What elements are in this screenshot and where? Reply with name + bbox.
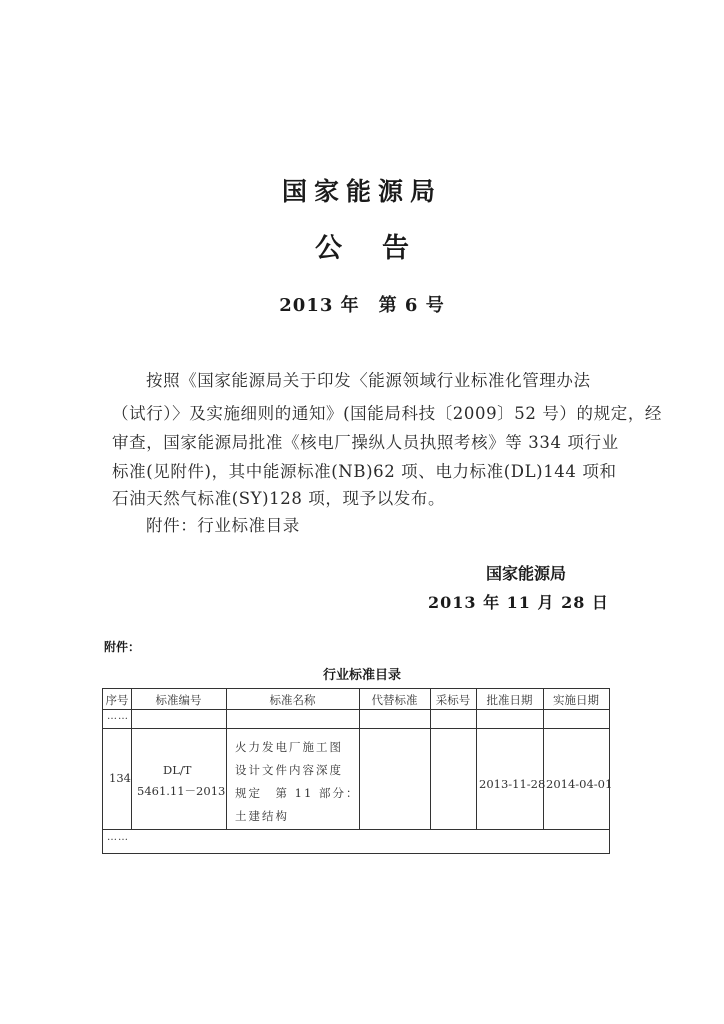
body-line: 审查，国家能源局批准《核电厂操纵人员执照考核》等 334 项行业 (112, 433, 619, 452)
issuer-title: 国家能源局 (281, 177, 442, 206)
cell-name-line: 设计文件内容深度 (235, 763, 343, 777)
cell-code-line1: DL/T (163, 763, 192, 777)
cell-name-line: 规定 第 11 部分： (235, 786, 360, 800)
column-header-approval-date: 批准日期 (486, 693, 533, 707)
cell-name-line: 火力发电厂施工图 (235, 740, 343, 754)
signature-date: 2013 年 11 月 28 日 (428, 593, 609, 612)
document-type-title: 公告 (315, 233, 449, 264)
attachment-note: 附件：行业标准目录 (146, 516, 300, 535)
column-divider (430, 689, 431, 829)
body-line: 按照《国家能源局关于印发〈能源领域行业标准化管理办法 (146, 371, 591, 390)
announcement-number: 2013 年 第 6 号 (279, 295, 445, 316)
column-divider (359, 689, 360, 829)
column-header-code: 标准编号 (155, 693, 202, 707)
column-header-seq: 序号 (105, 693, 129, 707)
standards-table (102, 688, 613, 854)
column-header-replaces: 代替标准 (371, 693, 418, 707)
body-line: 标准(见附件)，其中能源标准(NB)62 项、电力标准(DL)144 项和 (112, 462, 617, 481)
column-header-adopted: 采标号 (435, 693, 471, 707)
header-divider (103, 709, 609, 710)
body-line: 石油天然气标准(SY)128 项，现予以发布。 (112, 489, 446, 508)
column-divider (476, 689, 477, 829)
cell-approval-date: 2013-11-28 (479, 777, 546, 791)
column-divider (543, 689, 544, 829)
cell-code-line2: 5461.11－2013 (137, 784, 226, 798)
column-divider (226, 689, 227, 829)
cell-name-line: 土建结构 (235, 809, 289, 823)
body-line: （试行）〉及实施细则的通知》(国能局科技〔2009〕52 号）的规定，经 (112, 404, 663, 423)
table-title: 行业标准目录 (322, 668, 401, 683)
row-divider (103, 728, 609, 729)
cell-seq: 134 (109, 771, 131, 785)
ellipsis-row: …… (107, 832, 129, 843)
signer-org: 国家能源局 (486, 564, 567, 583)
ellipsis-row: …… (107, 711, 129, 722)
cell-effective-date: 2014-04-01 (546, 777, 613, 791)
row-divider (103, 829, 609, 830)
column-divider (131, 689, 132, 829)
column-header-name: 标准名称 (269, 693, 316, 707)
column-header-effective-date: 实施日期 (553, 693, 599, 707)
attachment-label: 附件： (104, 640, 141, 654)
